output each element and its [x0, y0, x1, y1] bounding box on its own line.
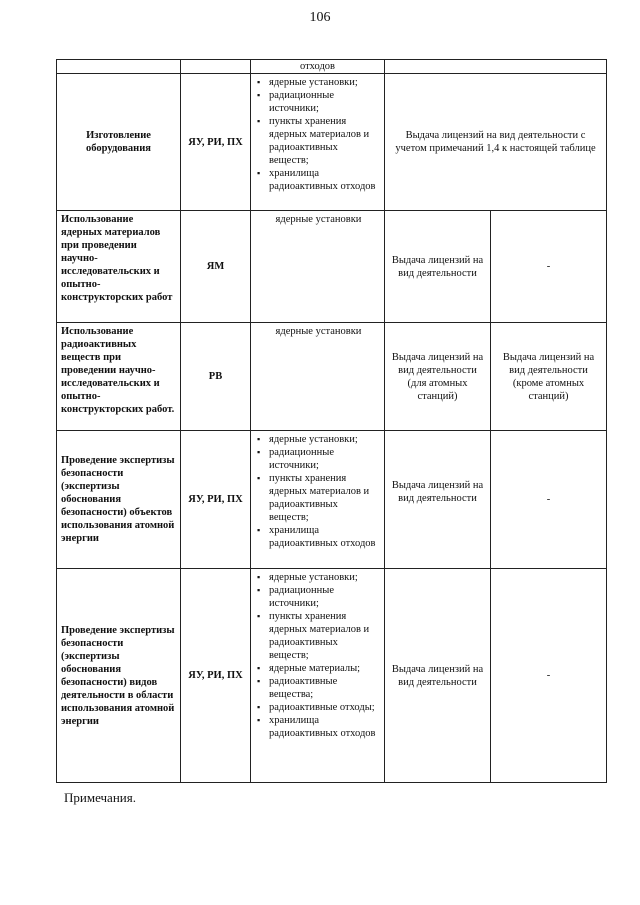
- objects-cell: [251, 431, 385, 569]
- licensing-cell-b: Выдача лицензий на вид деятельности (кроме атомных станций): [491, 323, 607, 431]
- codes-cell: ЯМ: [181, 211, 251, 323]
- codes-cell: ЯУ, РИ, ПХ: [181, 431, 251, 569]
- table-cell: [385, 60, 607, 74]
- continuation-text: отходов: [251, 60, 385, 74]
- list-item: ▪ ядерные установки;: [257, 571, 380, 584]
- codes-cell: ЯУ, РИ, ПХ: [181, 74, 251, 211]
- activity-cell: Использование ядерных материалов при проведении научно-исследовательских и опытно-конструкторских работ: [57, 211, 181, 323]
- licensing-table: [56, 59, 607, 783]
- list-item: ▪ ядерные установки;: [257, 76, 380, 89]
- codes-cell: ЯУ, РИ, ПХ: [181, 569, 251, 783]
- activity-cell: Проведение экспертизы безопасности (экспертизы обоснования безопасности) объектов использования атомной энергии: [57, 431, 181, 569]
- table-cell: [181, 60, 251, 74]
- licensing-cell-a: Выдача лицензий на вид деятельности: [385, 431, 491, 569]
- objects-list: [257, 571, 380, 740]
- list-item: ▪ пункты хранения ядерных материалов и радиоактивных веществ;: [257, 472, 380, 524]
- objects-cell: ядерные установки: [251, 211, 385, 323]
- table-row-continuation: [57, 60, 607, 74]
- list-item: ▪ хранилища радиоактивных отходов: [257, 714, 380, 740]
- list-item: ▪ ядерные материалы;: [257, 662, 380, 675]
- list-item: ▪ хранилища радиоактивных отходов: [257, 167, 380, 193]
- table-row: [57, 323, 607, 431]
- objects-cell: [251, 569, 385, 783]
- list-item: ▪ пункты хранения ядерных материалов и радиоактивных веществ;: [257, 610, 380, 662]
- licensing-cell-b: -: [491, 431, 607, 569]
- notes-label: Примечания.: [64, 790, 136, 805]
- objects-list: [257, 76, 380, 193]
- activity-cell: Проведение экспертизы безопасности (экспертизы обоснования безопасности) видов деятельности в области использования атомной энергии: [57, 569, 181, 783]
- table-row: [57, 431, 607, 569]
- list-item: ▪ радиоактивные отходы;: [257, 701, 380, 714]
- list-item: ▪ пункты хранения ядерных материалов и радиоактивных веществ;: [257, 115, 380, 167]
- objects-cell: [251, 74, 385, 211]
- table-row: [57, 74, 607, 211]
- objects-cell: ядерные установки: [251, 323, 385, 431]
- licensing-cell-a: Выдача лицензий на вид деятельности: [385, 569, 491, 783]
- table-cell: [57, 60, 181, 74]
- licensing-cell-a: Выдача лицензий на вид деятельности (для атомных станций): [385, 323, 491, 431]
- objects-list: [257, 433, 380, 550]
- table-row: [57, 211, 607, 323]
- licensing-cell-b: -: [491, 211, 607, 323]
- activity-cell: Использование радиоактивных веществ при проведении научно-исследовательских и опытно-конструкторских работ.: [57, 323, 181, 431]
- page-number: 106: [309, 10, 331, 25]
- codes-cell: РВ: [181, 323, 251, 431]
- list-item: ▪ радиационные источники;: [257, 89, 380, 115]
- list-item: ▪ радиационные источники;: [257, 446, 380, 472]
- licensing-cell-a: Выдача лицензий на вид деятельности: [385, 211, 491, 323]
- licensing-merged-cell: Выдача лицензий на вид деятельности с учетом примечаний 1,4 к настоящей таблице: [385, 74, 607, 211]
- list-item: ▪ хранилища радиоактивных отходов: [257, 524, 380, 550]
- table-row: [57, 569, 607, 783]
- licensing-cell-b: -: [491, 569, 607, 783]
- list-item: ▪ ядерные установки;: [257, 433, 380, 446]
- list-item: ▪ радиационные источники;: [257, 584, 380, 610]
- activity-cell: Изготовление оборудования: [57, 74, 181, 211]
- list-item: ▪ радиоактивные вещества;: [257, 675, 380, 701]
